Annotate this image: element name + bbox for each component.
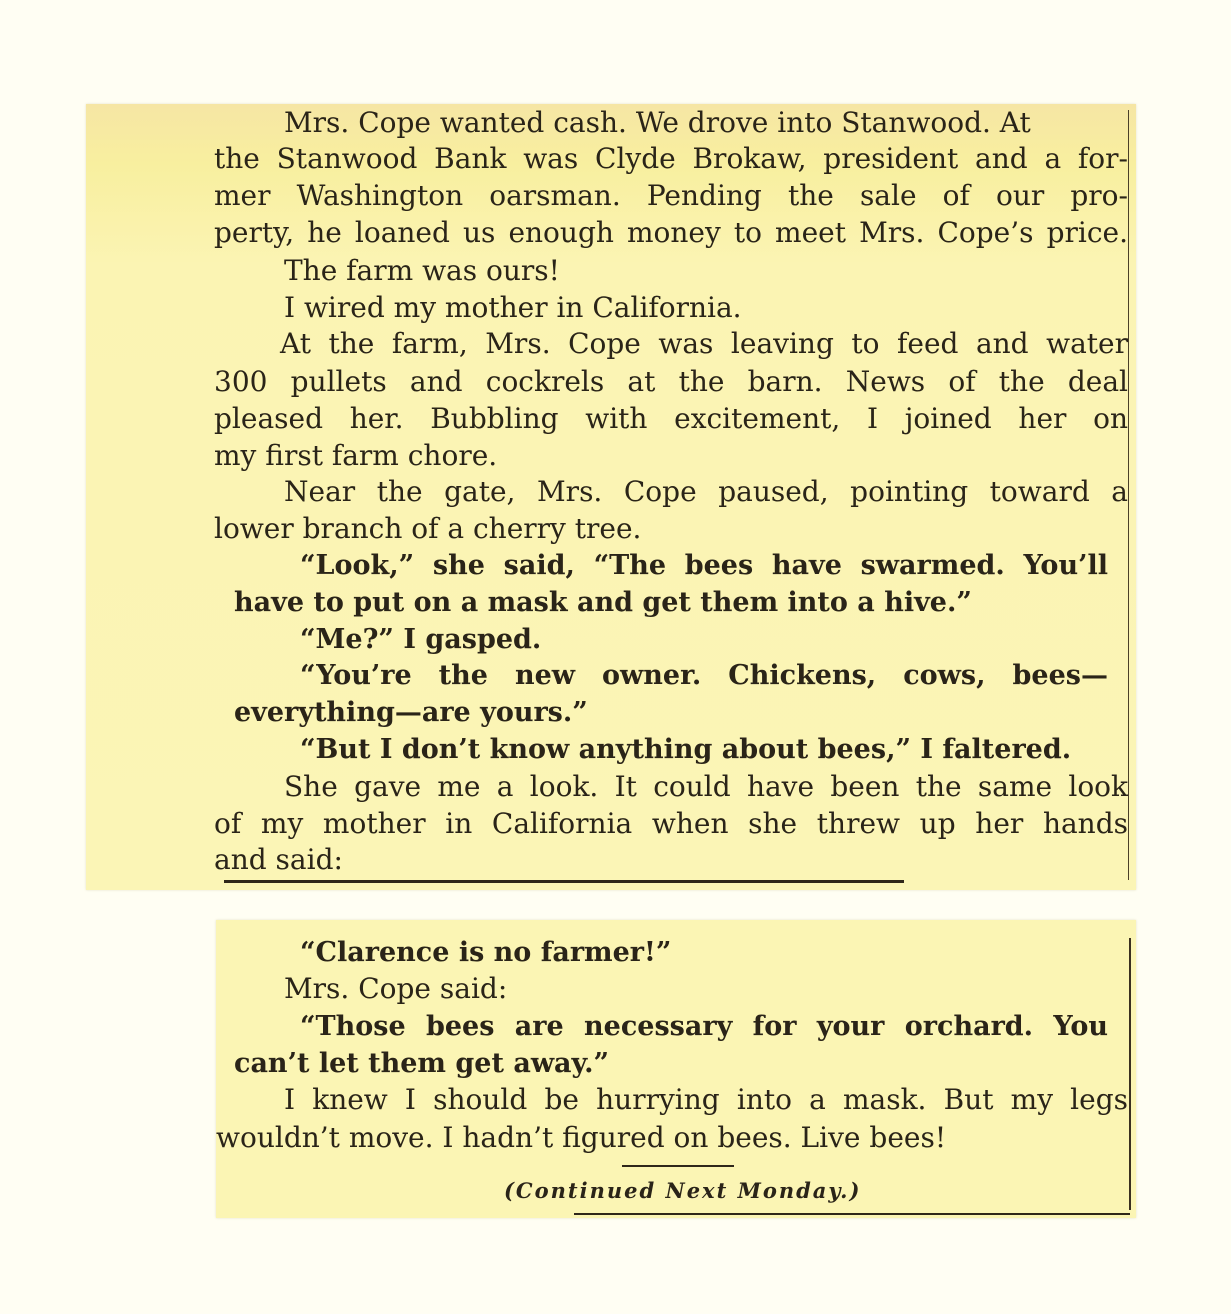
article-line: The farm was ours! — [284, 254, 560, 287]
column-divider-short — [622, 1165, 734, 1167]
article-line: Mrs. Cope wanted cash. We drove into Stanwood. At — [284, 106, 1031, 139]
continuation-line: wouldn’t move. I hadn’t figured on bees. Live bees! — [216, 1121, 947, 1154]
article-line: Near the gate, Mrs. Cope paused, pointing toward a — [284, 475, 1128, 508]
article-line: I wired my mother in California. — [284, 291, 742, 324]
column-rule-right-top — [1128, 110, 1129, 880]
article-line: pleased her. Bubbling with excitement, I joined her on — [214, 402, 1128, 435]
article-line: of my mother in California when she threw up her hands — [214, 807, 1128, 840]
continuation-line-quote: can’t let them get away.” — [234, 1048, 610, 1079]
article-line: She gave me a look. It could have been the same look — [284, 770, 1128, 803]
column-divider-top — [224, 880, 904, 883]
continuation-line-quote: “Those bees are necessary for your orchard. You — [300, 1011, 1108, 1042]
article-line: lower branch of a cherry tree. — [214, 512, 642, 545]
article-line: 300 pullets and cockrels at the barn. News of the deal — [214, 365, 1128, 398]
article-line-quote: have to put on a mask and get them into a hive.” — [234, 587, 972, 618]
article-line-quote: “But I don’t know anything about bees,” I faltered. — [300, 734, 1072, 765]
article-line: my first farm chore. — [214, 439, 498, 472]
continued-next-monday-note: (Continued Next Monday.) — [504, 1178, 862, 1203]
column-rule-right-bottom — [1129, 938, 1131, 1210]
article-line-quote: “You’re the new owner. Chickens, cows, bees— — [300, 660, 1108, 691]
continuation-line-quote: “Clarence is no farmer!” — [300, 937, 672, 968]
article-line: perty, he loaned us enough money to meet Mrs. Cope’s price. — [214, 216, 1128, 249]
article-line: mer Washington oarsman. Pending the sale of our pro- — [214, 179, 1128, 212]
continuation-line: Mrs. Cope said: — [284, 972, 508, 1005]
column-divider-bottom — [574, 1213, 1130, 1215]
article-line: the Stanwood Bank was Clyde Brokaw, president and a for- — [214, 142, 1128, 175]
article-line: and said: — [214, 843, 343, 876]
article-line: At the farm, Mrs. Cope was leaving to feed and water — [280, 327, 1128, 360]
article-line-quote: “Look,” she said, “The bees have swarmed. You’ll — [300, 550, 1108, 581]
article-line-quote: “Me?” I gasped. — [300, 624, 542, 655]
article-line-quote: everything—are yours.” — [234, 697, 588, 728]
continuation-line: I knew I should be hurrying into a mask. But my legs — [284, 1083, 1128, 1116]
